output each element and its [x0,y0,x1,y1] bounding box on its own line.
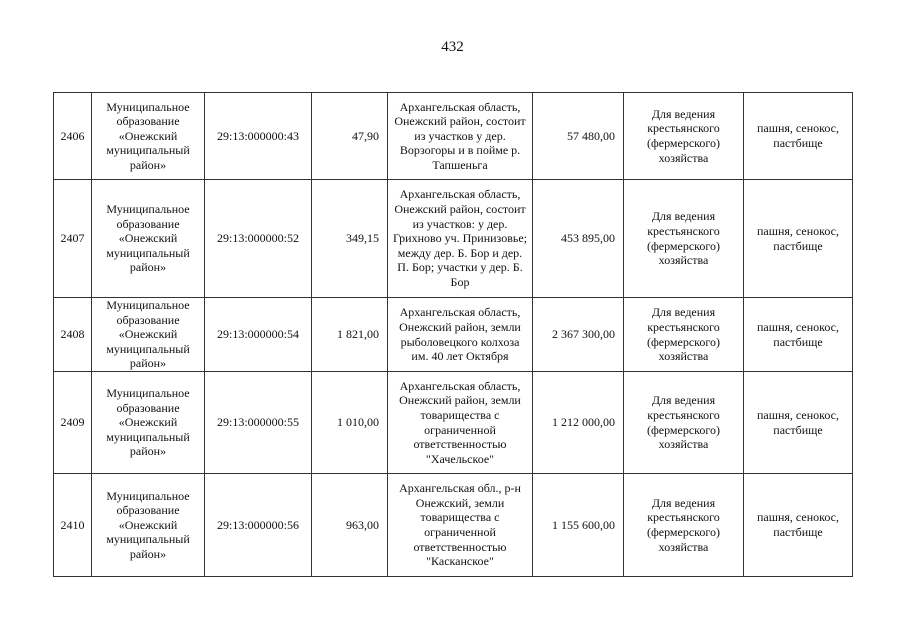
cadastral-number-cell: 29:13:000000:55 [205,372,312,474]
owner-cell: Муниципальное образование «Онежский муниципальный район» [92,298,205,372]
cadastral-number-cell: 29:13:000000:56 [205,474,312,577]
cadastral-number-cell: 29:13:000000:43 [205,93,312,180]
row-number-cell: 2406 [54,93,92,180]
land-type-cell: пашня, сенокос, пастбище [744,372,853,474]
cadastral-number-cell: 29:13:000000:54 [205,298,312,372]
area-cell: 47,90 [312,93,388,180]
cadastral-value-cell: 57 480,00 [533,93,624,180]
table-row [54,298,853,372]
land-type-cell: пашня, сенокос, пастбище [744,93,853,180]
row-number-cell: 2407 [54,180,92,298]
purpose-cell: Для ведения крестьянского (фермерского) хозяйства [624,93,744,180]
owner-cell: Муниципальное образование «Онежский муниципальный район» [92,180,205,298]
page-number: 432 [441,39,464,55]
land-type-cell: пашня, сенокос, пастбище [744,474,853,577]
row-number-cell: 2410 [54,474,92,577]
location-cell: Архангельская область, Онежский район, земли товарищества с ограниченной ответственностью "Хачельское" [388,372,533,474]
owner-cell: Муниципальное образование «Онежский муниципальный район» [92,474,205,577]
location-cell: Архангельская область, Онежский район, состоит из участков у дер. Ворзогоры и в пойме р. Тапшеньга [388,93,533,180]
location-cell: Архангельская область, Онежский район, состоит из участков: у дер. Грихново уч. Принизовье; между дер. Б. Бор и дер. П. Бор; участки у дер. Б. Бор [388,180,533,298]
owner-cell: Муниципальное образование «Онежский муниципальный район» [92,372,205,474]
land-type-cell: пашня, сенокос, пастбище [744,180,853,298]
table-row [54,372,853,474]
cadastral-value-cell: 2 367 300,00 [533,298,624,372]
location-cell: Архангельская обл., р-н Онежский, земли товарищества с ограниченной ответственностью "Касканское" [388,474,533,577]
row-number-cell: 2408 [54,298,92,372]
land-registry-table [53,92,853,577]
table-row [54,93,853,180]
cadastral-value-cell: 1 212 000,00 [533,372,624,474]
table-row [54,474,853,577]
area-cell: 349,15 [312,180,388,298]
purpose-cell: Для ведения крестьянского (фермерского) хозяйства [624,180,744,298]
cadastral-value-cell: 1 155 600,00 [533,474,624,577]
land-type-cell: пашня, сенокос, пастбище [744,298,853,372]
area-cell: 1 821,00 [312,298,388,372]
row-number-cell: 2409 [54,372,92,474]
table-row [54,180,853,298]
purpose-cell: Для ведения крестьянского (фермерского) хозяйства [624,372,744,474]
cadastral-value-cell: 453 895,00 [533,180,624,298]
purpose-cell: Для ведения крестьянского (фермерского) хозяйства [624,298,744,372]
purpose-cell: Для ведения крестьянского (фермерского) хозяйства [624,474,744,577]
location-cell: Архангельская область, Онежский район, земли рыболовецкого колхоза им. 40 лет Октября [388,298,533,372]
area-cell: 963,00 [312,474,388,577]
owner-cell: Муниципальное образование «Онежский муниципальный район» [92,93,205,180]
cadastral-number-cell: 29:13:000000:52 [205,180,312,298]
area-cell: 1 010,00 [312,372,388,474]
